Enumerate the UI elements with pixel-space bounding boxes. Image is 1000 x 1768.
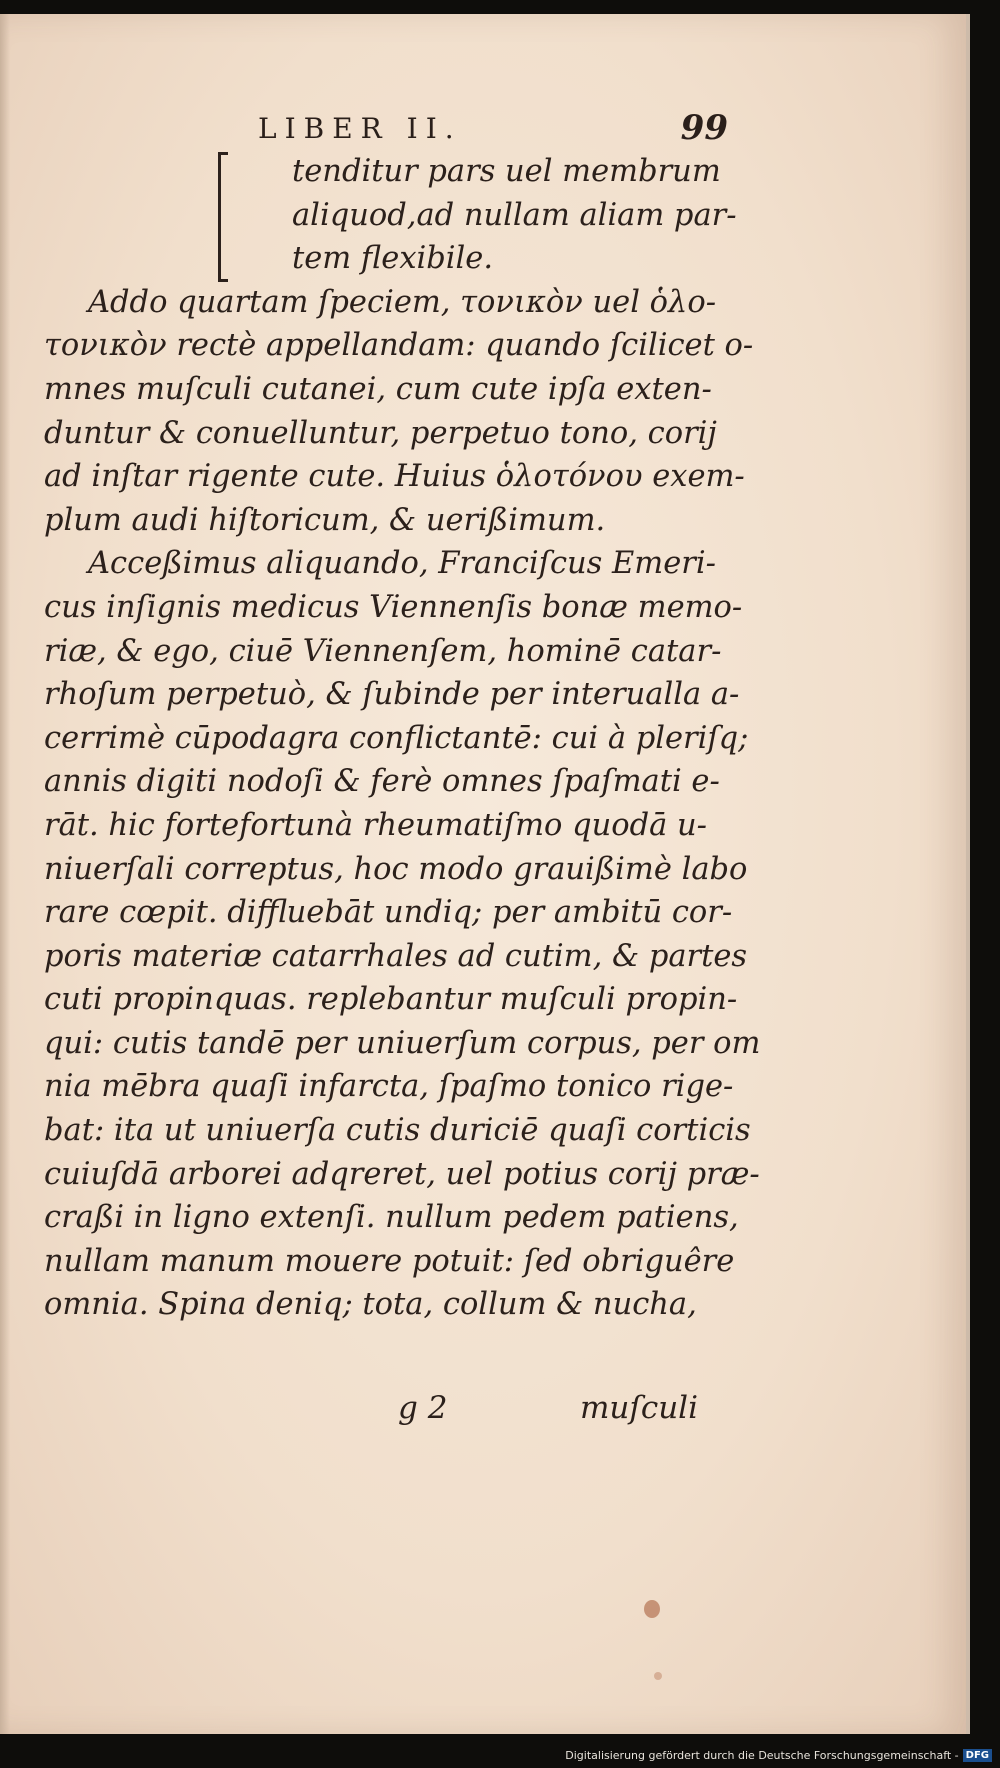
text-line: niuerſali correptus, hoc modo grauißimè labo <box>44 851 748 887</box>
text-line: Acceßimus aliquando, Franciſcus Emeri- <box>88 546 716 582</box>
text-line: poris materiæ catarrhales ad cutim, & partes <box>44 938 748 974</box>
signature-mark: g 2 <box>398 1390 448 1426</box>
credit-text: Digitalisierung gefördert durch die Deutsche Forschungsgemeinschaft - <box>565 1748 959 1762</box>
running-head <box>258 108 728 152</box>
text-line: rare cœpit. diffluebāt undiq; per ambitū cor- <box>44 895 733 931</box>
text-line: plum audi hiſtoricum, & uerißimum. <box>44 502 606 538</box>
text-line: nia mēbra quaſi infarcta, ſpaſmo tonico rige- <box>44 1069 734 1105</box>
digitization-credit <box>565 1744 992 1766</box>
body-text <box>44 150 761 1327</box>
paper-stain <box>654 1672 662 1680</box>
text-line: tenditur pars uel membrum <box>292 154 721 189</box>
text-line: bat: ita ut uniuerſa cutis duriciē quaſi corticis <box>44 1113 751 1149</box>
text-line: qui: cutis tandē per uniuerſum corpus, per om <box>44 1025 761 1061</box>
page-footer <box>0 1390 966 1440</box>
running-title: LIBER II. <box>258 112 462 145</box>
text-line: cuti propinquas. replebantur muſculi propin- <box>44 982 738 1018</box>
text-line: riæ, & ego, ciuē Viennenſem, hominē catar- <box>44 633 722 669</box>
text-line: cuiuſdā arborei adqreret, uel potius corij præ- <box>44 1156 760 1192</box>
text-line: τονικὸν rectè appellandam: quando ſcilicet o- <box>44 328 754 364</box>
text-line: craßi in ligno extenſi. nullum pedem patiens, <box>44 1200 739 1236</box>
page-gutter-shadow <box>0 14 10 1734</box>
text-line: rhoſum perpetuò, & ſubinde per interualla a- <box>44 677 740 713</box>
text-line: omnia. Spina deniq; tota, collum & nucha, <box>44 1287 697 1323</box>
text-line: annis digiti nodoſi & ferè omnes ſpaſmati e- <box>44 764 720 800</box>
text-line: nullam manum mouere potuit: ſed obriguêre <box>44 1243 735 1279</box>
text-line: aliquod,ad nullam aliam par- <box>292 197 737 233</box>
text-line: cus inſignis medicus Viennenſis bonæ memo- <box>44 589 743 625</box>
folio-number: 99 <box>680 108 728 148</box>
paper-stain <box>644 1600 660 1618</box>
text-line: mnes muſculi cutanei, cum cute ipſa exten- <box>44 371 712 407</box>
text-line: ad inſtar rigente cute. Huius ὁλοτόνου exem- <box>44 459 745 495</box>
text-line: duntur & conuelluntur, perpetuo tono, corij <box>44 415 717 451</box>
dfg-logo: DFG <box>963 1749 992 1762</box>
text-line: rāt. hic fortefortunà rheumatiſmo quodā u- <box>44 807 707 843</box>
text-line: cerrimè cūpodagra conflictantē: cui à pleriſq; <box>44 720 749 756</box>
catchword: muſculi <box>580 1390 698 1426</box>
text-line: tem flexibile. <box>292 241 494 277</box>
text-line: Addo quartam ſpeciem, τονικὸν uel ὁλο- <box>88 284 717 320</box>
